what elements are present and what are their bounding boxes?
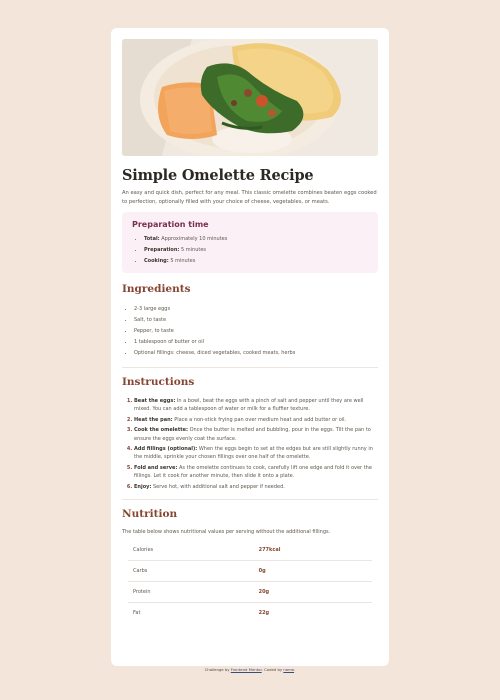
author-link[interactable]: name	[283, 667, 295, 672]
nutrient-name: Carbs	[128, 561, 259, 582]
ingredients-list	[122, 304, 378, 359]
nutrition-table	[128, 540, 372, 623]
preparation-box	[122, 212, 378, 273]
list-item: • Optional fillings: cheese, diced vegetables, cooked meats, herbs	[134, 348, 378, 359]
omelette-image	[122, 39, 378, 156]
preparation-item: • Total: Approximately 10 minutes	[144, 234, 368, 245]
list-item: 5. Fold and serve: As the omelette continues to cook, carefully lift one edge and fold it over the fillings. Let it cook for another minute, then slide it onto a plate.	[134, 464, 378, 481]
nutrient-value: 0g	[259, 561, 372, 582]
nutrient-name: Calories	[128, 540, 259, 561]
list-item: 2. Heat the pan: Place a non-stick frying pan over medium heat and add butter or oil.	[134, 416, 378, 424]
table-row	[128, 603, 372, 624]
recipe-card	[111, 28, 389, 666]
instructions-list	[122, 397, 378, 491]
preparation-item: • Preparation: 5 minutes	[144, 245, 368, 256]
omelette-photo-illustration	[122, 39, 378, 156]
nutrient-name: Protein	[128, 582, 259, 603]
list-item: • Salt, to taste	[134, 315, 378, 326]
list-item: 6. Enjoy: Serve hot, with additional salt and pepper if needed.	[134, 483, 378, 491]
nutrition-description: The table below shows nutritional values per serving without the additional fillings.	[122, 529, 331, 536]
nutrient-value: 22g	[258, 610, 270, 617]
divider	[122, 367, 378, 368]
divider	[122, 499, 378, 500]
nutrient-name: Fat	[133, 610, 141, 617]
nutrition-heading: Nutrition	[122, 508, 178, 521]
frontend-mentor-link[interactable]: Frontend Mentor	[230, 667, 262, 672]
instructions-heading: Instructions	[122, 376, 195, 388]
table-row	[128, 540, 372, 561]
nutrient-value: 20g	[259, 582, 372, 603]
nutrient-value: 277kcal	[259, 540, 372, 561]
list-item: • 2-3 large eggs	[134, 304, 378, 315]
table-row	[128, 561, 372, 582]
table-row	[128, 582, 372, 603]
list-item: 3. Cook the omelette: Once the butter is melted and bubbling, pour in the eggs. Tilt the pan to ensure the eggs evenly coat the surface.	[134, 426, 378, 443]
list-item: 4. Add fillings (optional): When the eggs begin to set at the edges but are still slightly runny in the middle, sprinkle your chosen fillings over one half of the omelette.	[134, 445, 378, 462]
preparation-item: • Cooking: 5 minutes	[144, 256, 368, 267]
recipe-intro: An easy and quick dish, perfect for any meal. This classic omelette combines beaten eggs cooked to perfection, optionally filled with your choice of cheese, vegetables, or meats.	[122, 190, 377, 205]
list-item: • Pepper, to taste	[134, 326, 378, 337]
attribution: Challenge by Frontend Mentor. Coded by name.	[204, 667, 296, 672]
list-item: • 1 tablespoon of butter or oil	[134, 337, 378, 348]
ingredients-heading: Ingredients	[122, 283, 191, 295]
preparation-heading: Preparation time	[132, 220, 209, 229]
page-title: Simple Omelette Recipe	[122, 167, 314, 184]
list-item: 1. Beat the eggs: In a bowl, beat the eggs with a pinch of salt and pepper until they are well mixed. You can add a tablespoon of water or milk for a fluffier texture.	[134, 397, 378, 414]
